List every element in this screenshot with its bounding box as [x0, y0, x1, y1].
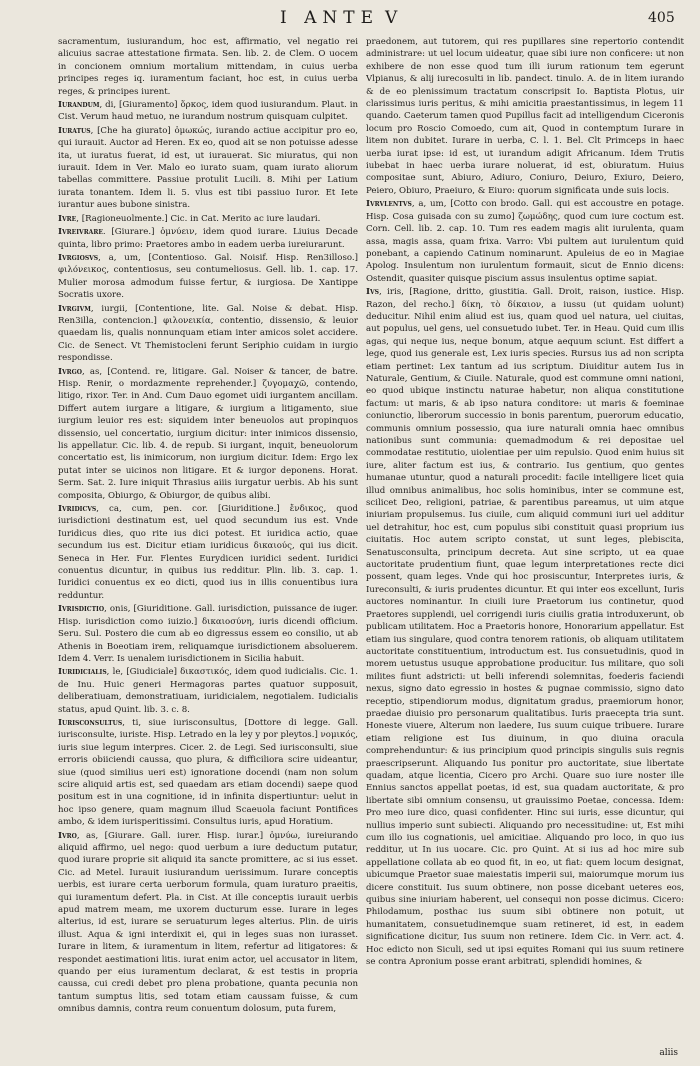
dictionary-entry: [58, 603, 358, 665]
entry-text: , a, um, [Contentioso. Gal. Noisif. Hisp. Ren3illoso.] φιλόνεικος, contentiosus, seu contumeliosus. Gell. lib. 1. cap. 17. Mulier morosa admodum fuisse fertur, & iurgiosa. De Xantippe Socratis uxore.: [58, 252, 358, 301]
headword: Ivridicvs: [58, 504, 97, 515]
headword: Ivrgivm: [58, 303, 91, 314]
dictionary-entry: [366, 286, 684, 968]
headword: Ivrisdictio: [58, 604, 105, 615]
dictionary-entry: [58, 717, 358, 829]
dictionary-entry: [58, 830, 358, 1016]
running-header: [0, 8, 700, 30]
headword: Iurandum: [58, 100, 100, 111]
dictionary-entry: [58, 366, 358, 502]
dictionary-entry: [58, 503, 358, 602]
entry-text: , onis, [Giuriditione. Gall. iurisdiction, puissance de iuger. Hisp. iurisdiction como iuizio.] δικαιοσύνη, iuris dicendi officium. Seru. Sul. Postero die cum ab eo digressus essem eo consilio, ut ab Athenis in Boeotiam irem, reliquamque iurisdictionem absoluerem. Idem 4. Verr. Is uenalem iurisdictionem in Sicilia habuit.: [58, 604, 358, 664]
dictionary-entry: [58, 252, 358, 302]
catchword: aliis: [659, 1048, 678, 1058]
headword: Ivro: [58, 830, 77, 841]
header-right: V: [385, 8, 404, 28]
left-column: [58, 36, 358, 1058]
dictionary-entry: [58, 226, 358, 251]
entry-text: sacramentum, iusiurandum, hoc est, affirmatio, vel negatio rei alicuius sacrae attestatione firmata. Sen. lib. 2. de Clem. O uocem in concionem omnium mortalium mittendam, in cuius uerba principes reges iq. iuramentum faciant, hoc est, in cuius uerba reges, & principes iurent.: [58, 37, 358, 97]
entry-continuation: praedonem, aut tutorem, qui res pupillares sine repertorio contendit administrare: ut uel locum uideatur, quae sibi iure non conficere: ut non exhibere de non esse quod tum illi iurum rationum tem egerunt Vlpianus, & alij iurecosulti in lib. pandect. tinulo. A. de in litem iurando & de eo plenissimum tractatum conscripsit Io. Baptista Plotus, uir clarissimus iuris peritus, & mihi amicitia praestantissimus, in legem 11 quando. Caeterum tamen quod Pupillus facit ad intelligendum Ciceronis locum pro Roscio Comoedo, cum ait, Quod in contemptum Iurare in litem non dubitet. Iurare in uerba, C. l. 1. Bel. Clt Primceps in haec uerba iurat ipse: id est, ut iurandum adigit Africanum. Idem Trutis iubebat in haec uerba iurare noluerat, id est, obiuratum. Huius compositae sunt, Abiuro, Adiuro, Coniuro, Deiuro, Exiuro, Deiero, Peiero, Obiuro, Praeiuro, & Eiuro: quorum significata unde suis locis.: [366, 37, 684, 196]
entry-text: , iris, [Ragione, dritto, giustitia. Gall. Droit, raison, iustice. Hisp. Razon, del recho.] δίκη, τὸ δίκαιον, a iussu (ut quidam uolunt) deducitur. Nihil enim aliud est ius, quam quod uel natura, uel ciuitas, aut populus, uel gens, uel consuetudo iubet. Ter. in Heau. Quid cum illis agas, qui neque ius, neque bonum, atque aequum sciunt. Est differt a lege, quod ius generale est, Lex iuris species. Rursus ius ad non scripta etiam pertinet: Lex tantum ad ius scriptum. Diuiditur autem Ius in Naturale, Gentium, & Ciuile. Naturale, quod est commune omni nationi, eo quod ubique instinctu naturae habetur, non aliqua constitutione factum: ut maris, & ab ipso natura conditore: ut maris & foeminae coniunctio, liberorum successio in bonis parentum, puerorum educatio, communis omnium possessio, qua iure naturali omnia haec omnibus nationibus sunt communia: quemadmodum & rei depositae uel commodatae restitutio, uiolentiae per uim repulsio. Quod enim huius sit iure, aliter factum est ius, & contrario. Ius gentium, quo gentes humanae utuntur, quod a naturali procedit: facile intelligere licet quia illud omnibus animalibus, hoc solis hominibus, inter se commune est, scilicet Deo, religioni, patriae, & parentibus pareamus, ut uim atque iniuriam propulsemus. Ius ciuile, cum aliquid communi iuri uel additur uel detrahitur, hoc est, cum populus sibi constituit quasi proprium ius ciuitatis. Hoc autem scripto constat, ut sunt leges, plebiscita, Senatusconsulta, principum decreta. Aut sine scripto, ut ea quae auctoritate prudentium fiunt, quae legum interpretationes recte dici possent, quam leges. Vnde qui hoc prosiscuntur, Interpretes iuris, & Iureconsulti, & iuris prudentes dicuntur. Et qui inter eos excellunt, Iuris auctores nominantur. In ciuili iure Praetorum ius continetur, quod Praetores supplendi, uel corrigendi iuris ciuilis gratia introduxerunt, ob publicam utilitatem. Hoc a Praetoris honore, Honorarium appellatur. Est etiam ius singulare, quod contra tenorem rationis, ob aliquam utilitatem auctoritate constituentium, introductum est. Ius consuetudinis, quod in morem uetustus usuque approbatione producitur. Ius militare, quo soli milites fiunt adstricti: ut belli inferendi solemnitas, foederis faciendi nexus, signo dato egressio in hostes & pugnae commissio, signo dato receptio, stipendiorum modus, dignitatum gradus, praemiorum honor, praedae diuisio pro personarum qualitatibus. Iuris praecepta tria sunt. Honeste viuere, Alterum non laedere, Ius suum cuique tribuere. Iurare etiam religione est Ius diuinum, in quo diuina oracula comprehenduntur: & ius principium quod principis singulis suis regnis praescripserunt. Aliquando Ius ponitur pro auctoritate, siue libertate quadam, atque licentia, Cicero pro Archi. Quare suo iure noster ille Ennius sanctos appellat poetas, id est, sua quadam auctoritate, & pro libertate sibi omnium consensu, ut grauissimo Poetae, concessa. Idem: Pro meo iure dico, quasi confidenter. Hinc sui iuris, esse dicuntur, qui nullius imperio sunt subiecti. Aliquando pro necessitudine: ut, Est mihi cum illo ius cognationis, uel amicitiae. Aliquando pro loco, in quo ius redditur, ut In ius uocare. Cic. pro Quint. At si ius ad hoc mire sub appellatione collata ab eo quod fit, in eo, ut fiat: quem locum designat, ubicumque Praetor suae maiestatis imperii sui, maiorumque morum ius dicere constituit. Ius suum obtinere, non posse dicebant ueteres eos, quibus sine iniuriam haberent, uel consequi non posse dicimus. Cicero: Philodamum, posthac ius suum sibi obtinere non potuit, ut humanitatem, consuetudinemque suam retineret, id est, in eadem significatione dicitur, Ius suum non retinere. Idem Cic. in Verr. act. 4. Hoc edicto non Siculi, sed ut ipsi equites Romani qui ius suum retinere se contra Apronium posse erant arbitrati, splendidi homines, &: [366, 287, 684, 968]
headword: Ivreivrare: [58, 227, 103, 238]
entry-text: , iurgii, [Contentione, lite. Gal. Noise & debat. Hisp. Ren3illa, contencion.] φιλονεικία, contentio, dissensio, & leuior quaedam lis, qualis nonnunquam etiam inter amicos solet accidere. Cic. de Senect. Vt Themistocleni ferunt Seriphio cuidam in iurgio respondisse.: [58, 303, 358, 364]
entry-text: , [Che ha giurato] ὀμωκώς, iurando actiue accipitur pro eo, qui iurauit. Auctor ad Heren. Ex eo, quod ait se non potuisse adesse ita, ut iuratus fuerat, id est, ut iurauerat. Sic miuratus, qui non iurauit. Idem in Ver. Malo eo iurato suam, quam iurato aliorum tabellas committere. Passiue protulit Lucili. 8. Mihi per Latium iurata tonantem. Idem li. 5. vlus est tibi passiuo Iuror. Et Iete iurantur aues bubone sinistra.: [58, 125, 358, 211]
headword: Ivrvlentvs: [366, 199, 412, 210]
dictionary-entry: [58, 36, 358, 98]
headword: Ivre: [58, 213, 77, 224]
dictionary-entry: [58, 99, 358, 124]
entry-text: , [Ragioneuolmente.] Cic. in Cat. Merito ac iure laudari.: [76, 213, 321, 224]
entry-text: , a, um, [Cotto con brodo. Gall. qui est accoustre en potage. Hisp. Cosa guisada con su zumo] ζωμώδης, quod cum iure coctum est. Corn. Cell. lib. 2. cap. 10. Tum res eadem magis alit iurulenta, quam assa, magis assa, quam frixa. Varro: Vbi pultem aut iurulentum quid ponebant, a capiendo Catinum nominarunt. Apuleius de eo in Magiae Apolog. Insulentum non iurulentum formauit, sicut de Ennio dicens: Ostendit, quasiter quisque piscium assus insulentus optime sapiat.: [366, 199, 684, 284]
entry-text: , ti, siue iurisconsultus, [Dottore di legge. Gall. iurisconsulte, iuriste. Hisp. Letrado en la ley y por pleytos.] νομικός, iuris siue legum interpres. Cicer. 2. de Legi. Sed iurisconsulti, siue erroris obiiciendi caussa, quo plura, & difficiliora scire uideantur, siue (quod similius ueri est) ignoratione docendi (nam non solum scire aliquid artis est, sed quaedam ars etiam docendi) saepe quod positum est in una cognitione, id in infinita dispertiuntur: uelut in hoc ipso genere, quam magnum illud Scaeuola faciunt Pontifices ambo, & idem iurisperitissimi. Consultus iuris, apud Horatium.: [58, 717, 358, 828]
dictionary-entry: [58, 125, 358, 212]
entry-text: , di, [Giuramento] ὅρκος, idem quod iusiurandum. Plaut. in Cist. Verum haud metuo, ne iurandum nostrum quisquam culpitet.: [58, 100, 358, 123]
headword: Ivrgiosvs: [58, 252, 99, 263]
header-left: I ANTE: [280, 8, 380, 28]
entry-text: , as, [Giurare. Gall. iurer. Hisp. iurar.] ὀμνύω, iureiurando aliquid affirmo, uel nego: quod uerbum a iure deductum putatur, quod iurare proprie sit aliquid ita sancte promittere, ac si ius esset. Cic. ad Metel. Iurauit iusiurandum uerissimum. Iurare conceptis uerbis, est iurare certa uerborum formula, quam iuraturo praeitis, qui iuramentum defert. Pla. in Cist. At ille conceptis iurauit uerbis apud matrem meam, me uxorem ducturum esse. Iurare in leges alterius, id est, iurare se seruaturum leges alterius. Plin. de uiris illust. Aqua & igni interdixit ei, qui in leges suas non iurasset. Iurare in litem, & iuramentum in litem, refertur ad litigatores: & respondet aestimationi litis. iurat enim actor, uel accusator in litem, quando per eius iuramentum declarat, & est testis in propria caussa, cui credi debet pro plena probatione, quanta pecunia non tantum sumptus litis, sed totam etiam caussam fuisse, & cum omnibus damnis, contra reum conuentum dolosum, puta furem,: [58, 830, 358, 1015]
headword: Iurisconsultus: [58, 717, 123, 728]
entry-text: , as, [Contend. re, litigare. Gal. Noiser & tancer, de batre. Hisp. Renir, o mordazmente reprehender.] ζυγομαχῶ, contendo, litigo, rixor. Ter. in And. Cum Dauo egomet uidi iurgantem ancillam. Differt autem iurgare a litigare, & iurgium a litigamento, siue iurgium leuior res est: siquidem inter beneuolos aut propinquos dissensio, uel concertatio, iurgium dicitur: inter inimicos dissensio, lis appellatur. Cic. lib. 4. de repub. Si iurgant, inquit, beneuolorum concertatio est, lis inimicorum, non iurgium dicitur. Idem: Ergo lex putat inter se uicinos non litigare. Et & iurgor deponens. Horat. Serm. Sat. 2. Iure iniquit Thrasius aiiis iurgatur uerbis. Ab his sunt composita, Obiurgo, & Obiurgor, de quibus alibi.: [58, 366, 358, 501]
headword: Iuridicialis: [58, 667, 107, 678]
headword: Iuratus: [58, 125, 91, 136]
headword: Ivs: [366, 287, 380, 298]
dictionary-entry: [58, 666, 358, 716]
dictionary-entry: [366, 198, 684, 285]
right-column: [366, 36, 684, 1058]
entry-text: , le, [Giudiciale] δικαστικός, idem quod iudicialis. Cic. 1. de Inu. Huic generi Hermagoras partes quatuor supposuit, deliberatiuam, demonstratiuam, iuridicialem, negotialem. Iudicialis status, apud Quint. lib. 3. c. 8.: [58, 667, 358, 715]
page-number: 405: [648, 10, 675, 26]
headword: Ivrgo: [58, 366, 83, 377]
entry-text: , ca, cum, pen. cor. [Giuriditione.] ἔνδικος, quod iurisdictioni destinatum est, uel quod secundum ius est. Vnde Iuridicus dies, quo rite ius dici potest. Et iuridica actio, quae secundum ius est. Dicitur etiam iuridicus δικαιούς, qui ius dicit. Seneca in Her. Fur. Flentes Eurydicen iuridici sedent. Iuridici conuentus dicuntur, in quibus ius redditur. Plin. lib. 3. cap. 1. Iuridici conuentus ex eo dicti, quod ius in illis conuentibus iura redduntur.: [58, 504, 358, 601]
dictionary-entry: [58, 303, 358, 365]
entry-text: . [Giurare.] ὀμνύειν, idem quod iurare. Liuius Decade quinta, libro primo: Praetores ambo in eadem uerba iureiurarunt.: [58, 227, 358, 250]
dictionary-entry: [58, 213, 358, 225]
